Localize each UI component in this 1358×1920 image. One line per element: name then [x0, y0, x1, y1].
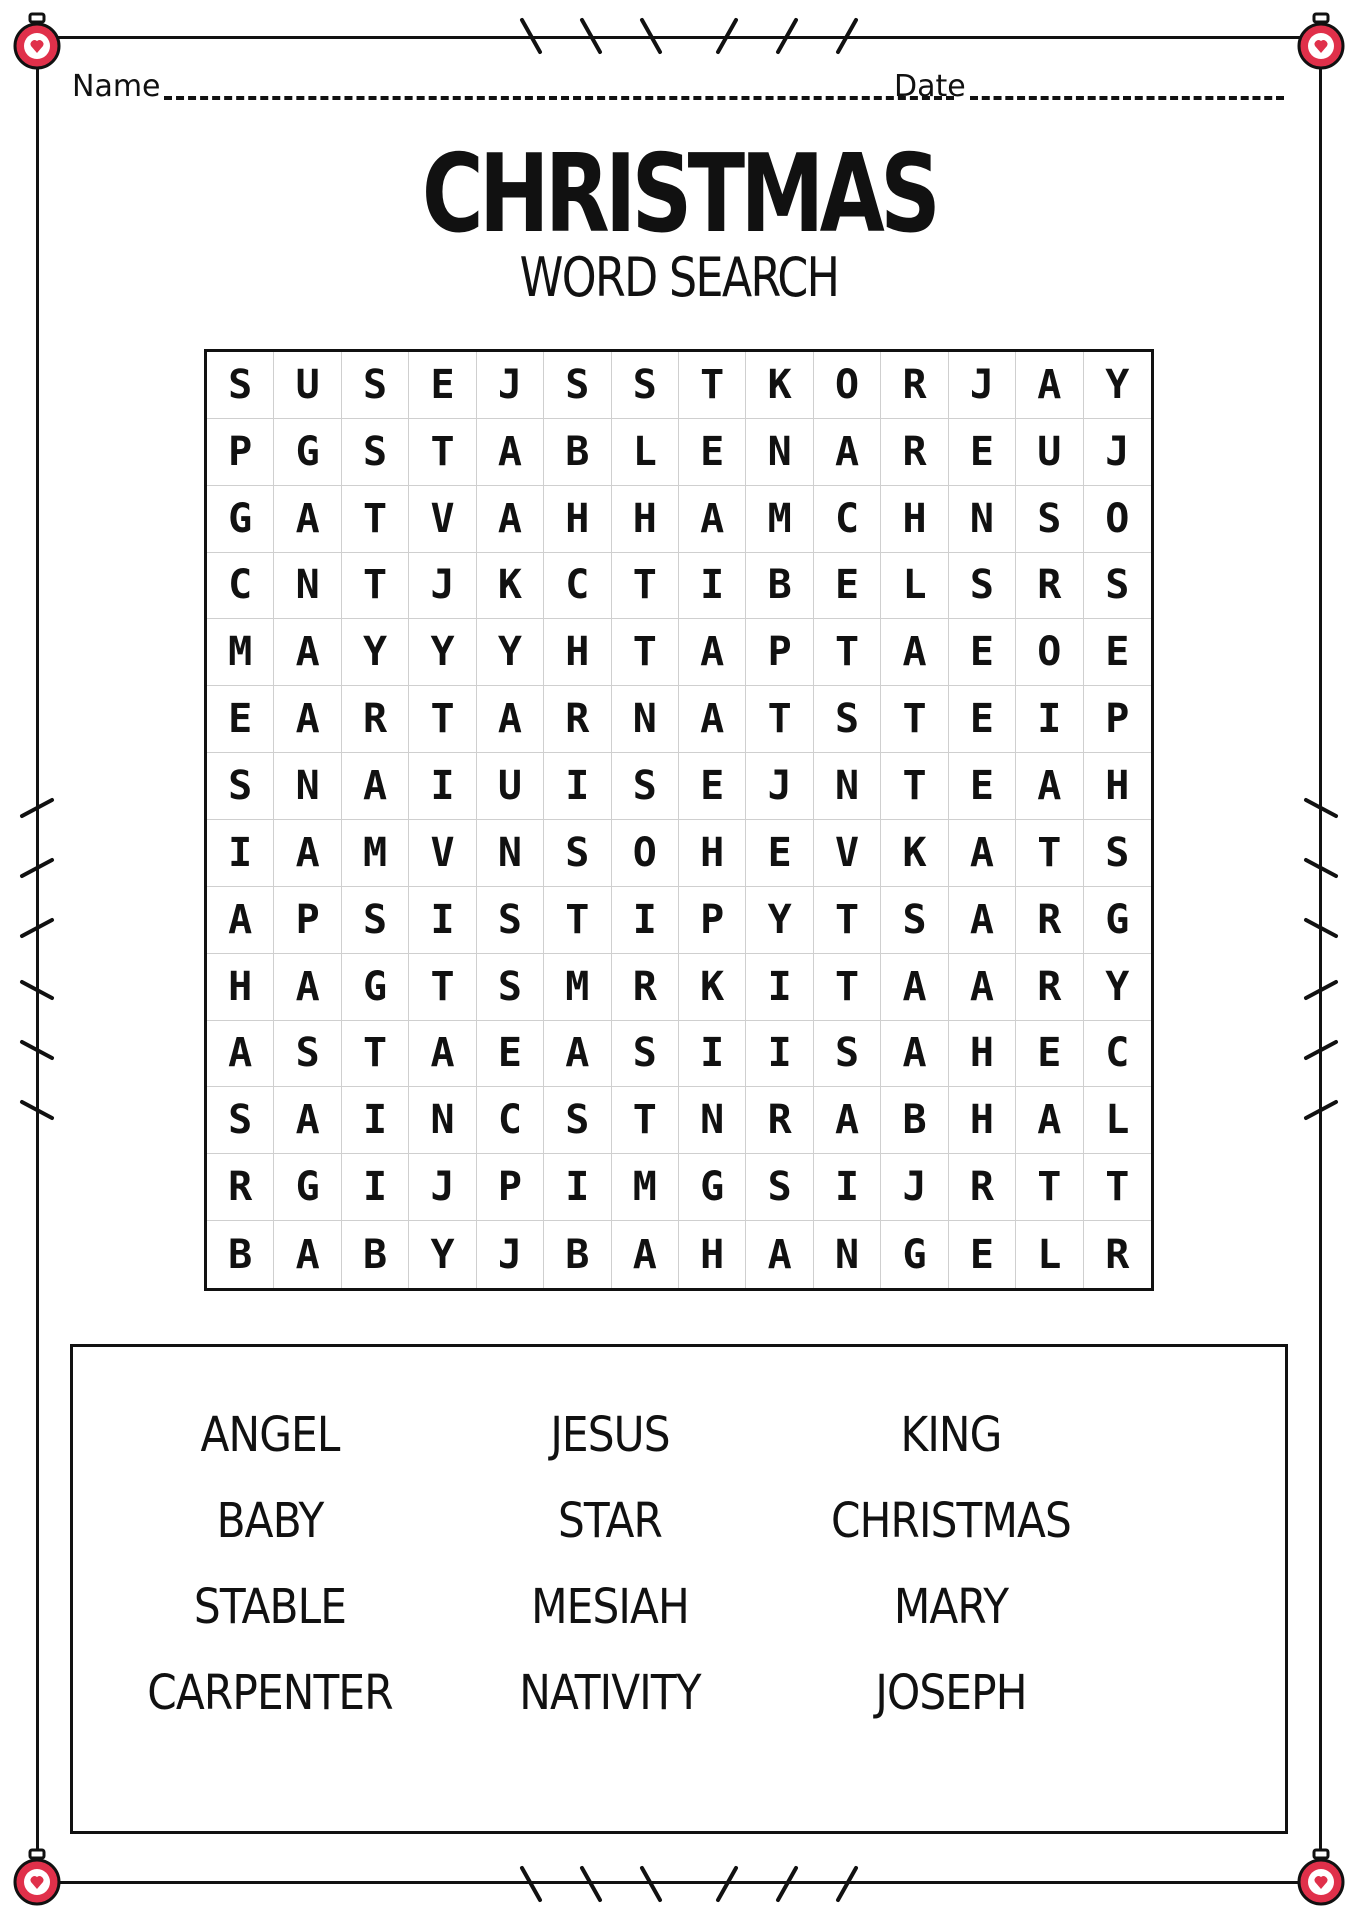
grid-cell[interactable]: A: [544, 1021, 611, 1088]
grid-cell[interactable]: G: [274, 1154, 341, 1221]
grid-cell[interactable]: I: [679, 1021, 746, 1088]
grid-cell[interactable]: H: [679, 1221, 746, 1288]
grid-cell[interactable]: N: [746, 419, 813, 486]
grid-cell[interactable]: S: [342, 352, 409, 419]
grid-cell[interactable]: E: [679, 753, 746, 820]
word-bank-item: ANGEL: [200, 1407, 340, 1463]
grid-cell[interactable]: T: [612, 553, 679, 620]
grid-cell[interactable]: I: [814, 1154, 881, 1221]
grid-cell[interactable]: E: [949, 1221, 1016, 1288]
grid-cell[interactable]: K: [679, 954, 746, 1021]
grid-cell[interactable]: T: [342, 553, 409, 620]
grid-cell[interactable]: I: [746, 1021, 813, 1088]
grid-cell[interactable]: C: [207, 553, 274, 620]
grid-cell[interactable]: P: [477, 1154, 544, 1221]
word-bank: [70, 1344, 1288, 1834]
grid-cell[interactable]: A: [679, 619, 746, 686]
grid-cell[interactable]: A: [1016, 753, 1083, 820]
grid-cell[interactable]: M: [544, 954, 611, 1021]
grid-cell[interactable]: J: [477, 1221, 544, 1288]
grid-cell[interactable]: V: [409, 486, 476, 553]
grid-cell[interactable]: M: [746, 486, 813, 553]
grid-cell[interactable]: V: [814, 820, 881, 887]
grid-cell[interactable]: R: [1016, 553, 1083, 620]
name-field[interactable]: [164, 96, 954, 100]
date-label: Date: [894, 69, 966, 104]
grid-cell[interactable]: I: [679, 553, 746, 620]
grid-cell[interactable]: T: [1084, 1154, 1151, 1221]
grid-cell[interactable]: A: [274, 686, 341, 753]
grid-cell[interactable]: U: [477, 753, 544, 820]
grid-cell[interactable]: S: [207, 352, 274, 419]
grid-cell[interactable]: S: [544, 352, 611, 419]
grid-cell[interactable]: A: [409, 1021, 476, 1088]
grid-cell[interactable]: U: [274, 352, 341, 419]
grid-cell[interactable]: Y: [409, 1221, 476, 1288]
grid-cell[interactable]: A: [814, 419, 881, 486]
grid-cell[interactable]: P: [207, 419, 274, 486]
word-bank-item: JESUS: [550, 1407, 670, 1463]
grid-cell[interactable]: Y: [1084, 954, 1151, 1021]
word-search-grid: [204, 349, 1154, 1291]
grid-cell[interactable]: N: [814, 1221, 881, 1288]
grid-cell[interactable]: A: [274, 619, 341, 686]
grid-cell[interactable]: A: [949, 820, 1016, 887]
grid-cell[interactable]: A: [746, 1221, 813, 1288]
grid-cell[interactable]: E: [949, 753, 1016, 820]
grid-cell[interactable]: E: [1084, 619, 1151, 686]
grid-cell[interactable]: H: [949, 1021, 1016, 1088]
word-bank-item: MARY: [893, 1579, 1009, 1635]
grid-cell[interactable]: E: [679, 419, 746, 486]
grid-cell[interactable]: G: [1084, 887, 1151, 954]
grid-cell[interactable]: N: [679, 1087, 746, 1154]
grid-cell[interactable]: R: [1016, 954, 1083, 1021]
grid-cell[interactable]: H: [949, 1087, 1016, 1154]
grid-cell[interactable]: T: [1016, 1154, 1083, 1221]
grid-cell[interactable]: R: [949, 1154, 1016, 1221]
grid-cell[interactable]: A: [881, 954, 948, 1021]
grid-cell[interactable]: P: [679, 887, 746, 954]
grid-cell[interactable]: S: [746, 1154, 813, 1221]
grid-cell[interactable]: Y: [477, 619, 544, 686]
grid-cell[interactable]: R: [881, 419, 948, 486]
grid-cell[interactable]: A: [949, 954, 1016, 1021]
grid-cell[interactable]: O: [814, 352, 881, 419]
grid-cell[interactable]: N: [612, 686, 679, 753]
grid-cell[interactable]: R: [207, 1154, 274, 1221]
grid-cell[interactable]: J: [881, 1154, 948, 1221]
grid-cell[interactable]: A: [814, 1087, 881, 1154]
grid-cell[interactable]: R: [544, 686, 611, 753]
grid-cell[interactable]: S: [274, 1021, 341, 1088]
grid-cell[interactable]: I: [207, 820, 274, 887]
grid-cell[interactable]: T: [814, 954, 881, 1021]
grid-cell[interactable]: P: [1084, 686, 1151, 753]
grid-cell[interactable]: K: [881, 820, 948, 887]
grid-cell[interactable]: S: [477, 887, 544, 954]
grid-cell[interactable]: B: [544, 419, 611, 486]
grid-cell[interactable]: T: [746, 686, 813, 753]
grid-cell[interactable]: J: [1084, 419, 1151, 486]
grid-cell[interactable]: A: [477, 486, 544, 553]
grid-cell[interactable]: T: [612, 1087, 679, 1154]
grid-cell[interactable]: A: [1016, 352, 1083, 419]
grid-cell[interactable]: S: [544, 820, 611, 887]
grid-cell[interactable]: T: [409, 419, 476, 486]
grid-cell[interactable]: H: [207, 954, 274, 1021]
grid-cell[interactable]: N: [477, 820, 544, 887]
name-date-row: [72, 62, 1284, 112]
grid-cell[interactable]: S: [612, 753, 679, 820]
grid-cell[interactable]: C: [477, 1087, 544, 1154]
grid-cell[interactable]: Y: [342, 619, 409, 686]
grid-cell[interactable]: C: [544, 553, 611, 620]
grid-cell[interactable]: Y: [746, 887, 813, 954]
grid-cell[interactable]: I: [342, 1154, 409, 1221]
grid-cell[interactable]: R: [746, 1087, 813, 1154]
grid-cell[interactable]: C: [814, 486, 881, 553]
grid-cell[interactable]: T: [409, 686, 476, 753]
grid-cell[interactable]: A: [274, 486, 341, 553]
grid-cell[interactable]: M: [207, 619, 274, 686]
grid-cell[interactable]: B: [342, 1221, 409, 1288]
grid-cell[interactable]: A: [207, 1021, 274, 1088]
grid-cell[interactable]: A: [274, 1221, 341, 1288]
grid-cell[interactable]: E: [1016, 1021, 1083, 1088]
grid-cell[interactable]: E: [814, 553, 881, 620]
grid-cell[interactable]: R: [342, 686, 409, 753]
grid-cell[interactable]: I: [544, 753, 611, 820]
grid-cell[interactable]: S: [612, 352, 679, 419]
grid-cell[interactable]: I: [409, 753, 476, 820]
grid-cell[interactable]: S: [207, 753, 274, 820]
grid-cell[interactable]: H: [544, 619, 611, 686]
grid-cell[interactable]: R: [1105, 1231, 1130, 1278]
grid-cell[interactable]: T: [612, 619, 679, 686]
grid-cell[interactable]: O: [1084, 486, 1151, 553]
grid-cell[interactable]: R: [612, 954, 679, 1021]
grid-cell[interactable]: T: [814, 619, 881, 686]
grid-cell[interactable]: A: [612, 1221, 679, 1288]
grid-cell[interactable]: H: [544, 486, 611, 553]
grid-cell[interactable]: S: [342, 887, 409, 954]
grid-cell[interactable]: G: [881, 1221, 948, 1288]
grid-cell[interactable]: T: [814, 887, 881, 954]
date-field[interactable]: [970, 96, 1284, 100]
page-subtitle: WORD SEARCH: [519, 246, 839, 309]
grid-cell[interactable]: T: [1016, 820, 1083, 887]
grid-cell[interactable]: J: [477, 352, 544, 419]
word-bank-item: CHRISTMAS: [831, 1493, 1071, 1549]
grid-cell[interactable]: I: [544, 1154, 611, 1221]
word-bank-item: JOSEPH: [875, 1665, 1027, 1721]
grid-cell[interactable]: K: [746, 352, 813, 419]
grid-cell[interactable]: R: [1016, 887, 1083, 954]
grid-cell[interactable]: E: [409, 352, 476, 419]
grid-cell[interactable]: S: [814, 686, 881, 753]
grid-cell[interactable]: M: [342, 820, 409, 887]
grid-cell[interactable]: A: [274, 1087, 341, 1154]
grid-cell[interactable]: N: [409, 1087, 476, 1154]
grid-cell[interactable]: S: [207, 1087, 274, 1154]
grid-cell[interactable]: J: [949, 352, 1016, 419]
name-label: Name: [72, 69, 161, 104]
grid-cell[interactable]: I: [746, 954, 813, 1021]
grid-cell[interactable]: T: [544, 887, 611, 954]
grid-cell[interactable]: N: [274, 753, 341, 820]
grid-cell[interactable]: H: [679, 820, 746, 887]
grid-cell[interactable]: G: [207, 486, 274, 553]
grid-cell[interactable]: G: [274, 419, 341, 486]
grid-cell[interactable]: A: [274, 954, 341, 1021]
grid-cell[interactable]: C: [1084, 1021, 1151, 1088]
grid-cell[interactable]: J: [746, 753, 813, 820]
grid-cell[interactable]: B: [207, 1221, 274, 1288]
grid-cell[interactable]: S: [612, 1021, 679, 1088]
word-bank-item: STAR: [557, 1493, 663, 1549]
grid-cell[interactable]: J: [409, 1154, 476, 1221]
grid-cell[interactable]: A: [1016, 1087, 1083, 1154]
grid-cell[interactable]: E: [477, 1021, 544, 1088]
word-bank-item: MESIAH: [531, 1579, 689, 1635]
grid-cell[interactable]: Y: [1084, 352, 1151, 419]
grid-cell[interactable]: A: [477, 686, 544, 753]
grid-cell[interactable]: P: [274, 887, 341, 954]
grid-cell[interactable]: M: [612, 1154, 679, 1221]
grid-cell[interactable]: H: [612, 486, 679, 553]
grid-cell[interactable]: T: [342, 1021, 409, 1088]
grid-cell[interactable]: N: [814, 753, 881, 820]
grid-cell[interactable]: A: [207, 887, 274, 954]
grid-cell[interactable]: I: [612, 887, 679, 954]
grid-cell[interactable]: B: [544, 1221, 611, 1288]
grid-cell[interactable]: A: [477, 419, 544, 486]
grid-cell[interactable]: B: [881, 1087, 948, 1154]
grid-cell[interactable]: O: [1016, 619, 1083, 686]
grid-cell[interactable]: Y: [409, 619, 476, 686]
grid-cell[interactable]: S: [881, 887, 948, 954]
grid-cell[interactable]: R: [881, 352, 948, 419]
grid-cell[interactable]: G: [342, 954, 409, 1021]
grid-cell[interactable]: J: [409, 553, 476, 620]
grid-cell[interactable]: E: [746, 820, 813, 887]
grid-cell[interactable]: I: [1016, 686, 1083, 753]
grid-cell[interactable]: E: [949, 419, 1016, 486]
grid-cell[interactable]: A: [881, 1021, 948, 1088]
grid-cell[interactable]: S: [1016, 486, 1083, 553]
grid-cell[interactable]: A: [274, 820, 341, 887]
word-bank-item: CARPENTER: [147, 1665, 393, 1721]
grid-cell[interactable]: S: [1084, 553, 1151, 620]
grid-cell[interactable]: S: [1084, 820, 1151, 887]
grid-cell[interactable]: T: [679, 352, 746, 419]
page-title: CHRISTMAS: [421, 132, 937, 257]
grid-cell[interactable]: H: [881, 486, 948, 553]
grid-cell[interactable]: T: [881, 686, 948, 753]
grid-cell[interactable]: P: [746, 619, 813, 686]
grid-cell[interactable]: I: [342, 1087, 409, 1154]
grid-cell[interactable]: H: [1084, 753, 1151, 820]
grid-cell[interactable]: T: [881, 753, 948, 820]
grid-cell[interactable]: A: [342, 753, 409, 820]
grid-cell[interactable]: E: [949, 619, 1016, 686]
grid-cell[interactable]: K: [477, 553, 544, 620]
grid-cell[interactable]: L: [881, 553, 948, 620]
grid-cell[interactable]: T: [409, 954, 476, 1021]
grid-cell[interactable]: B: [746, 553, 813, 620]
grid-cell[interactable]: S: [814, 1021, 881, 1088]
word-bank-item: NATIVITY: [519, 1665, 701, 1721]
grid-cell[interactable]: A: [881, 619, 948, 686]
grid-cell[interactable]: L: [612, 419, 679, 486]
grid-cell[interactable]: G: [679, 1154, 746, 1221]
grid-cell[interactable]: E: [207, 686, 274, 753]
grid-cell[interactable]: T: [342, 486, 409, 553]
grid-cell[interactable]: V: [409, 820, 476, 887]
grid-cell[interactable]: N: [949, 486, 1016, 553]
grid-cell[interactable]: N: [274, 553, 341, 620]
grid-cell[interactable]: S: [544, 1087, 611, 1154]
grid-cell[interactable]: I: [409, 887, 476, 954]
grid-cell[interactable]: O: [612, 820, 679, 887]
grid-cell[interactable]: L: [1016, 1221, 1083, 1288]
grid-cell[interactable]: U: [1016, 419, 1083, 486]
grid-cell[interactable]: A: [679, 686, 746, 753]
grid-cell[interactable]: S: [342, 419, 409, 486]
word-bank-item: STABLE: [193, 1579, 347, 1635]
grid-cell[interactable]: L: [1084, 1087, 1151, 1154]
grid-cell[interactable]: A: [949, 887, 1016, 954]
grid-cell[interactable]: S: [477, 954, 544, 1021]
word-bank-item: KING: [900, 1407, 1002, 1463]
word-bank-item: BABY: [216, 1493, 324, 1549]
grid-cell[interactable]: E: [949, 686, 1016, 753]
grid-cell[interactable]: S: [949, 553, 1016, 620]
grid-cell[interactable]: A: [679, 486, 746, 553]
